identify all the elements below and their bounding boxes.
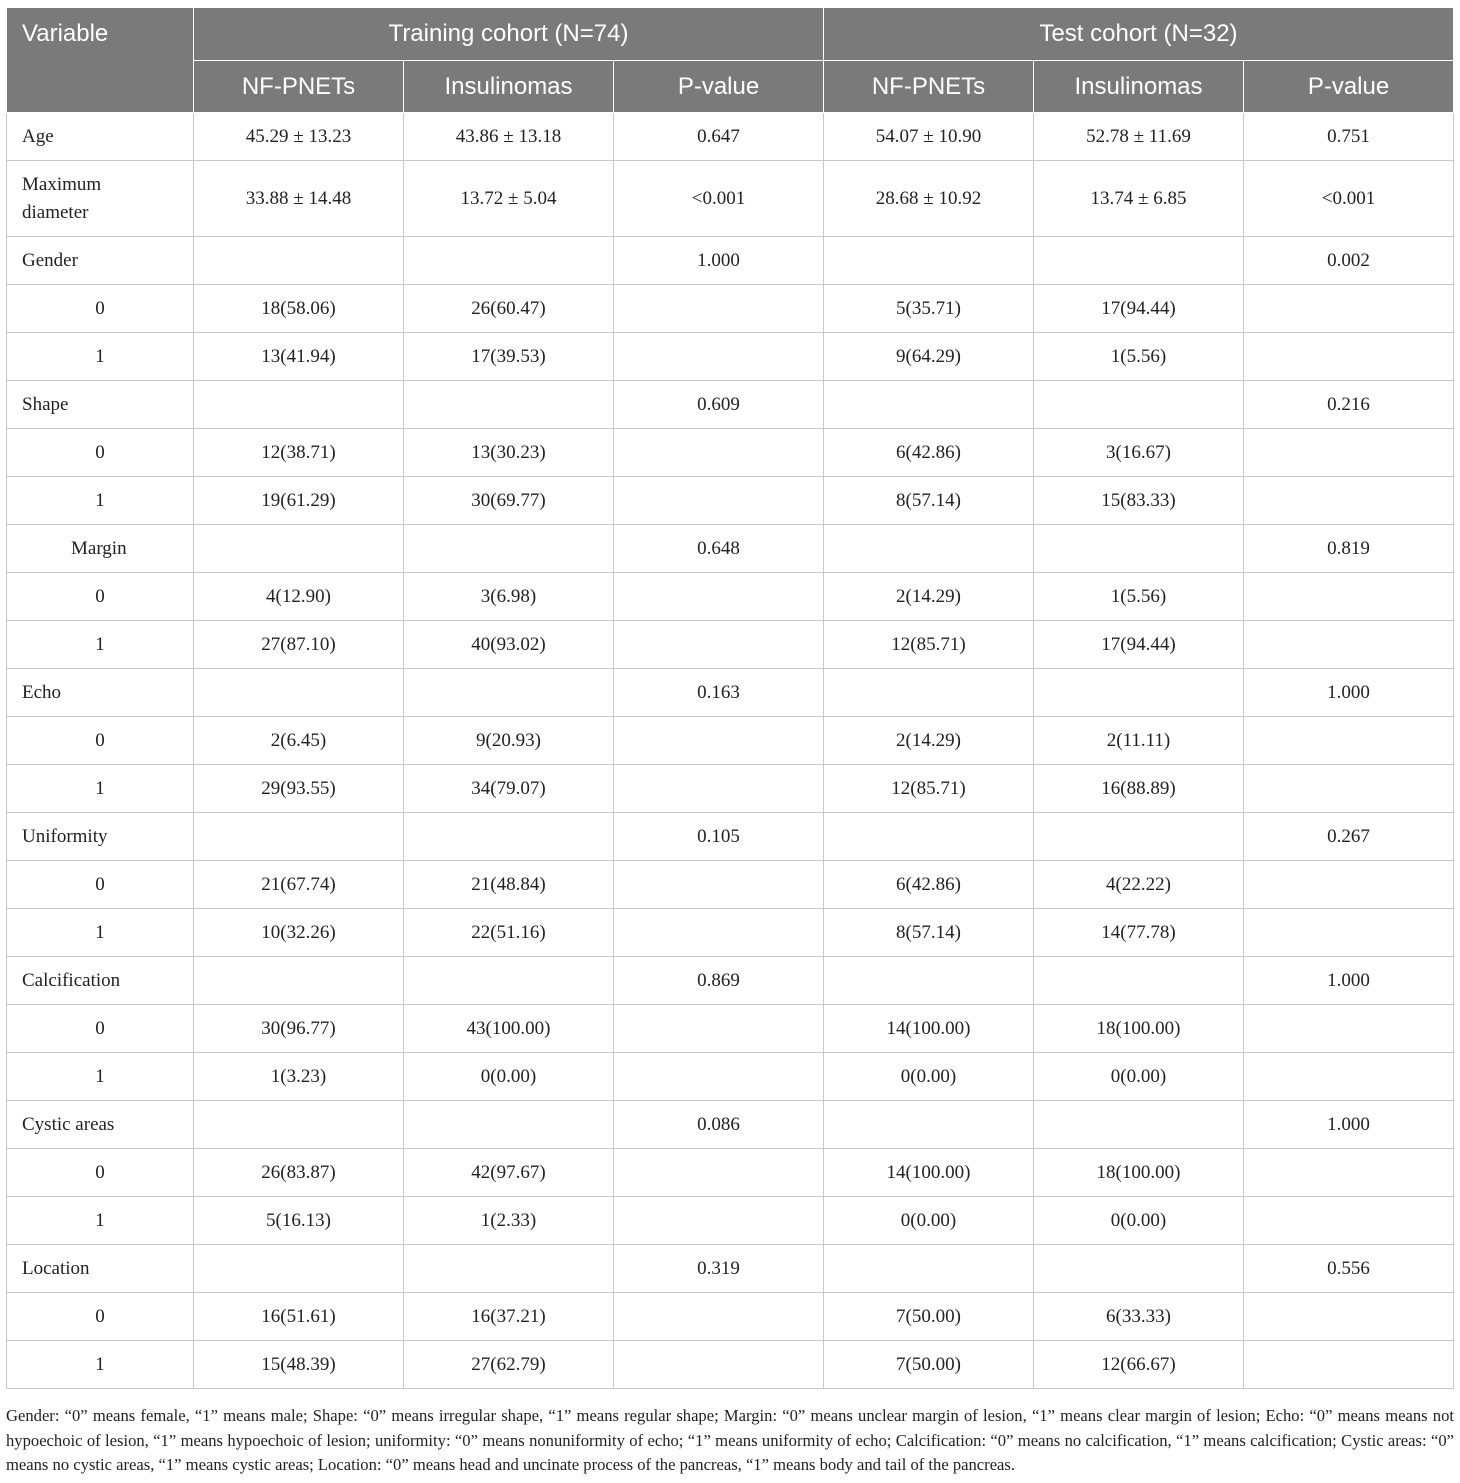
table-cell bbox=[824, 1101, 1034, 1149]
table-cell bbox=[194, 813, 404, 861]
test-cohort-header: Test cohort (N=32) bbox=[824, 8, 1454, 61]
table-cell: 0.086 bbox=[614, 1101, 824, 1149]
table-cell: 0.648 bbox=[614, 525, 824, 573]
table-row bbox=[7, 1293, 1454, 1341]
table-cell: 8(57.14) bbox=[824, 477, 1034, 525]
table-cell: 43.86 ± 13.18 bbox=[404, 113, 614, 161]
row-label: 1 bbox=[7, 765, 194, 813]
table-row bbox=[7, 1005, 1454, 1053]
table-cell bbox=[1244, 861, 1454, 909]
table-cell bbox=[1244, 1005, 1454, 1053]
training-insulinomas-header: Insulinomas bbox=[404, 61, 614, 113]
table-cell bbox=[614, 1293, 824, 1341]
table-cell bbox=[194, 957, 404, 1005]
test-p-value-header: P-value bbox=[1244, 61, 1454, 113]
table-cell: 12(85.71) bbox=[824, 765, 1034, 813]
table-cell bbox=[194, 669, 404, 717]
row-label: 1 bbox=[7, 1197, 194, 1245]
table-cell: 8(57.14) bbox=[824, 909, 1034, 957]
table-cell: 12(38.71) bbox=[194, 429, 404, 477]
table-cell bbox=[614, 429, 824, 477]
table-cell: 1(5.56) bbox=[1034, 333, 1244, 381]
table-cell: 2(14.29) bbox=[824, 573, 1034, 621]
table-cell: 0.319 bbox=[614, 1245, 824, 1293]
row-label: 0 bbox=[7, 1293, 194, 1341]
table-row bbox=[7, 381, 1454, 429]
row-label: 1 bbox=[7, 909, 194, 957]
table-cell: 42(97.67) bbox=[404, 1149, 614, 1197]
table-cell bbox=[824, 813, 1034, 861]
table-cell: 0(0.00) bbox=[824, 1197, 1034, 1245]
table-cell bbox=[194, 1101, 404, 1149]
table-footnote: Gender: “0” means female, “1” means male; Shape: “0” means irregular shape, “1” means regular shape; Margin: “0” means unclear margin of lesion, “1” means clear margin of lesion; Echo: “0” means means not hypoechoic of lesion, “1” means hypoechoic of lesion; uniformity: “0” means nonuniformity of echo; “1” means uniformity of echo; Calcification: “0” means no calcification, “1” means calcification; Cystic areas: “0” means no cystic areas, “1” means cystic areas; Location: “0” means head and uncinate process of the pancreas, “1” means body and tail of the pancreas. bbox=[6, 1406, 1454, 1474]
table-cell: 0.647 bbox=[614, 113, 824, 161]
table-cell: 13.72 ± 5.04 bbox=[404, 161, 614, 237]
table-cell: 1(3.23) bbox=[194, 1053, 404, 1101]
table-cell bbox=[1034, 813, 1244, 861]
table-row bbox=[7, 813, 1454, 861]
row-label: 0 bbox=[7, 429, 194, 477]
table-cell bbox=[824, 381, 1034, 429]
training-cohort-header: Training cohort (N=74) bbox=[194, 8, 824, 61]
table-row bbox=[7, 477, 1454, 525]
table-cell: 28.68 ± 10.92 bbox=[824, 161, 1034, 237]
table-row bbox=[7, 429, 1454, 477]
table-cell bbox=[1244, 477, 1454, 525]
table-header bbox=[7, 8, 1454, 113]
table-cell: 17(94.44) bbox=[1034, 285, 1244, 333]
table-cell: 0.267 bbox=[1244, 813, 1454, 861]
table-cell bbox=[194, 237, 404, 285]
table-cell bbox=[1244, 621, 1454, 669]
table-cell: 45.29 ± 13.23 bbox=[194, 113, 404, 161]
table-cell: 4(12.90) bbox=[194, 573, 404, 621]
table-cell bbox=[1034, 1245, 1244, 1293]
table-row bbox=[7, 1101, 1454, 1149]
table-cell bbox=[614, 765, 824, 813]
table-cell: 15(83.33) bbox=[1034, 477, 1244, 525]
table-cell: 15(48.39) bbox=[194, 1341, 404, 1389]
table-cell bbox=[1244, 429, 1454, 477]
table-cell bbox=[1244, 1197, 1454, 1245]
table-cell: 7(50.00) bbox=[824, 1293, 1034, 1341]
table-cell: 6(33.33) bbox=[1034, 1293, 1244, 1341]
table-cell bbox=[824, 1245, 1034, 1293]
table-body bbox=[7, 113, 1454, 1389]
table-cell bbox=[404, 957, 614, 1005]
table-cell: 3(16.67) bbox=[1034, 429, 1244, 477]
table-row bbox=[7, 957, 1454, 1005]
table-cell bbox=[1244, 909, 1454, 957]
table-cell bbox=[614, 1197, 824, 1245]
row-label: 0 bbox=[7, 861, 194, 909]
table-cell: 9(20.93) bbox=[404, 717, 614, 765]
table-cell: 18(58.06) bbox=[194, 285, 404, 333]
training-p-value-header: P-value bbox=[614, 61, 824, 113]
row-label: 0 bbox=[7, 717, 194, 765]
table-cell: 17(39.53) bbox=[404, 333, 614, 381]
table-cell: 0.819 bbox=[1244, 525, 1454, 573]
table-cell bbox=[404, 813, 614, 861]
row-label: Calcification bbox=[7, 957, 194, 1005]
row-label: 0 bbox=[7, 285, 194, 333]
table-cell: 18(100.00) bbox=[1034, 1005, 1244, 1053]
row-label: 1 bbox=[7, 1341, 194, 1389]
table-row bbox=[7, 1053, 1454, 1101]
table-cell bbox=[194, 381, 404, 429]
table-cell: 1(5.56) bbox=[1034, 573, 1244, 621]
table-row bbox=[7, 113, 1454, 161]
table-cell bbox=[614, 573, 824, 621]
test-insulinomas-header: Insulinomas bbox=[1034, 61, 1244, 113]
table-cell: 1.000 bbox=[1244, 1101, 1454, 1149]
table-cell bbox=[1244, 1053, 1454, 1101]
table-cell: 18(100.00) bbox=[1034, 1149, 1244, 1197]
table-cell: 0.002 bbox=[1244, 237, 1454, 285]
table-cell: 40(93.02) bbox=[404, 621, 614, 669]
row-label: Age bbox=[7, 113, 194, 161]
table-cell: 26(83.87) bbox=[194, 1149, 404, 1197]
table-cell bbox=[1034, 237, 1244, 285]
table-cell: 13(41.94) bbox=[194, 333, 404, 381]
characteristics-table bbox=[6, 7, 1454, 1389]
table-cell: 0.751 bbox=[1244, 113, 1454, 161]
table-cell: 0(0.00) bbox=[404, 1053, 614, 1101]
table-cell: 2(14.29) bbox=[824, 717, 1034, 765]
table-cell: 7(50.00) bbox=[824, 1341, 1034, 1389]
table-cell: 9(64.29) bbox=[824, 333, 1034, 381]
table-cell bbox=[614, 1053, 824, 1101]
table-cell bbox=[1034, 1101, 1244, 1149]
row-label: 0 bbox=[7, 1149, 194, 1197]
table-cell bbox=[1034, 957, 1244, 1005]
table-row bbox=[7, 573, 1454, 621]
table-cell: 12(66.67) bbox=[1034, 1341, 1244, 1389]
table-cell bbox=[1244, 765, 1454, 813]
table-cell bbox=[1244, 333, 1454, 381]
table-row bbox=[7, 1245, 1454, 1293]
table-cell: 33.88 ± 14.48 bbox=[194, 161, 404, 237]
table-cell bbox=[824, 525, 1034, 573]
table-cell bbox=[824, 957, 1034, 1005]
table-cell: 3(6.98) bbox=[404, 573, 614, 621]
table-cell: 19(61.29) bbox=[194, 477, 404, 525]
table-cell: 5(16.13) bbox=[194, 1197, 404, 1245]
table-row bbox=[7, 717, 1454, 765]
table-cell bbox=[404, 381, 614, 429]
table-row bbox=[7, 621, 1454, 669]
table-cell: 12(85.71) bbox=[824, 621, 1034, 669]
table-cell: 0.869 bbox=[614, 957, 824, 1005]
table-cell: 21(67.74) bbox=[194, 861, 404, 909]
table-cell bbox=[614, 717, 824, 765]
row-label: Cystic areas bbox=[7, 1101, 194, 1149]
table-cell bbox=[614, 333, 824, 381]
table-cell bbox=[404, 525, 614, 573]
table-cell bbox=[614, 861, 824, 909]
table-row bbox=[7, 1149, 1454, 1197]
table-cell bbox=[824, 237, 1034, 285]
table-cell bbox=[614, 1149, 824, 1197]
row-label: 1 bbox=[7, 333, 194, 381]
table-cell: 14(100.00) bbox=[824, 1149, 1034, 1197]
table-row bbox=[7, 1341, 1454, 1389]
table-cell: 54.07 ± 10.90 bbox=[824, 113, 1034, 161]
row-label: 1 bbox=[7, 477, 194, 525]
table-cell: 16(88.89) bbox=[1034, 765, 1244, 813]
table-cell: 13.74 ± 6.85 bbox=[1034, 161, 1244, 237]
table-cell bbox=[614, 909, 824, 957]
table-cell: 16(51.61) bbox=[194, 1293, 404, 1341]
table-cell bbox=[614, 1341, 824, 1389]
table-cell bbox=[1244, 717, 1454, 765]
table-cell: 27(62.79) bbox=[404, 1341, 614, 1389]
table-cell: 2(11.11) bbox=[1034, 717, 1244, 765]
table-cell: 30(96.77) bbox=[194, 1005, 404, 1053]
table-cell bbox=[1244, 1341, 1454, 1389]
table-cell: 1.000 bbox=[1244, 669, 1454, 717]
table-cell bbox=[194, 525, 404, 573]
table-cell bbox=[1034, 381, 1244, 429]
table-cell: 0.556 bbox=[1244, 1245, 1454, 1293]
table-cell bbox=[614, 1005, 824, 1053]
table-cell: 17(94.44) bbox=[1034, 621, 1244, 669]
table-row bbox=[7, 525, 1454, 573]
table-row bbox=[7, 333, 1454, 381]
table-cell bbox=[1244, 1293, 1454, 1341]
table-cell: 0.163 bbox=[614, 669, 824, 717]
table-row bbox=[7, 765, 1454, 813]
row-label: Echo bbox=[7, 669, 194, 717]
table-cell: 27(87.10) bbox=[194, 621, 404, 669]
row-label: Margin bbox=[7, 525, 194, 573]
table-cell: 26(60.47) bbox=[404, 285, 614, 333]
row-label: Gender bbox=[7, 237, 194, 285]
table-cell bbox=[1244, 573, 1454, 621]
table-cell: 0.609 bbox=[614, 381, 824, 429]
test-nf-pnets-header: NF-PNETs bbox=[824, 61, 1034, 113]
table-cell: 0.105 bbox=[614, 813, 824, 861]
variable-header: Variable bbox=[7, 8, 194, 113]
table-cell: 5(35.71) bbox=[824, 285, 1034, 333]
table-cell: 34(79.07) bbox=[404, 765, 614, 813]
table-cell: 0.216 bbox=[1244, 381, 1454, 429]
table-cell: 30(69.77) bbox=[404, 477, 614, 525]
table-row bbox=[7, 1197, 1454, 1245]
table-row bbox=[7, 909, 1454, 957]
table-cell bbox=[194, 1245, 404, 1293]
table-cell: 0(0.00) bbox=[1034, 1197, 1244, 1245]
table-cell: 4(22.22) bbox=[1034, 861, 1244, 909]
table-row bbox=[7, 285, 1454, 333]
table-cell: 6(42.86) bbox=[824, 861, 1034, 909]
table-cell bbox=[1244, 285, 1454, 333]
table-cell: 52.78 ± 11.69 bbox=[1034, 113, 1244, 161]
table-cell bbox=[404, 237, 614, 285]
table-cell: 6(42.86) bbox=[824, 429, 1034, 477]
table-cell: 21(48.84) bbox=[404, 861, 614, 909]
table-cell: 0(0.00) bbox=[824, 1053, 1034, 1101]
row-label: 0 bbox=[7, 1005, 194, 1053]
table-cell bbox=[614, 621, 824, 669]
table-cell: 13(30.23) bbox=[404, 429, 614, 477]
table-row bbox=[7, 237, 1454, 285]
training-nf-pnets-header: NF-PNETs bbox=[194, 61, 404, 113]
table-cell: 2(6.45) bbox=[194, 717, 404, 765]
table-cell: 22(51.16) bbox=[404, 909, 614, 957]
table-cell: 1.000 bbox=[1244, 957, 1454, 1005]
table-cell: 10(32.26) bbox=[194, 909, 404, 957]
table-cell bbox=[1244, 1149, 1454, 1197]
table-cell: 29(93.55) bbox=[194, 765, 404, 813]
row-label: 1 bbox=[7, 1053, 194, 1101]
table-cell: 1(2.33) bbox=[404, 1197, 614, 1245]
table-cell: 14(100.00) bbox=[824, 1005, 1034, 1053]
row-label: Location bbox=[7, 1245, 194, 1293]
row-label: Shape bbox=[7, 381, 194, 429]
row-label: 0 bbox=[7, 573, 194, 621]
table-cell: <0.001 bbox=[614, 161, 824, 237]
table-row bbox=[7, 861, 1454, 909]
table-cell bbox=[824, 669, 1034, 717]
row-label: 1 bbox=[7, 621, 194, 669]
table-row bbox=[7, 669, 1454, 717]
row-label: Maximum diameter bbox=[7, 161, 194, 237]
table-cell: 14(77.78) bbox=[1034, 909, 1244, 957]
table-cell bbox=[404, 1101, 614, 1149]
table-cell bbox=[614, 477, 824, 525]
row-label: Uniformity bbox=[7, 813, 194, 861]
table-cell bbox=[1034, 669, 1244, 717]
table-cell: 1.000 bbox=[614, 237, 824, 285]
table-cell: 0(0.00) bbox=[1034, 1053, 1244, 1101]
table-cell: 16(37.21) bbox=[404, 1293, 614, 1341]
table-cell: 43(100.00) bbox=[404, 1005, 614, 1053]
table-cell bbox=[404, 669, 614, 717]
table-cell bbox=[404, 1245, 614, 1293]
table-cell bbox=[614, 285, 824, 333]
table-cell bbox=[1034, 525, 1244, 573]
table-row bbox=[7, 161, 1454, 237]
table-cell: <0.001 bbox=[1244, 161, 1454, 237]
